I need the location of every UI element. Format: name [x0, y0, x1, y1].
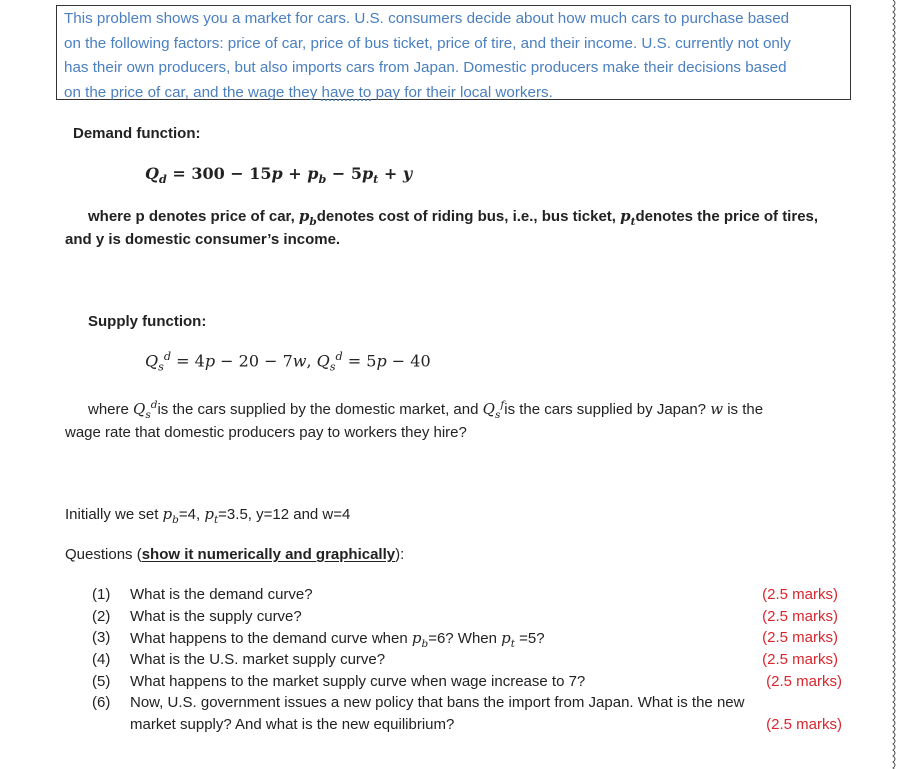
- intro-line-1: This problem shows you a market for cars. U.S. consumers decide about how much cars to purchase based: [64, 10, 790, 27]
- demand-heading: Demand function:: [73, 125, 201, 142]
- supply-equation: $Q_s^d = 4p - 20 - 7w$, $Q_s^d = 5p - 40$: [145, 350, 431, 374]
- spell-check-underline: have to: [321, 83, 372, 101]
- question-item-continuation: market supply? And what is the new equilibrium? (2.5 marks): [130, 716, 842, 733]
- marks-label: (2.5 marks): [762, 608, 838, 625]
- initial-values: Initially we set $p_b=4$, $p_t=3.5$, y=12 and w=4: [65, 505, 351, 526]
- questions-heading: Questions (show it numerically and graphically):: [65, 546, 405, 563]
- demand-description-line-1: where p denotes price of car, $p_bdenotes$ cost of riding bus, i.e., bus ticket, $p_tdenotes$ the price of tires,: [88, 207, 819, 228]
- question-item: (5) What happens to the market supply curve when wage increase to 7? (2.5 marks): [92, 673, 842, 690]
- question-item: (1) What is the demand curve? (2.5 marks): [92, 586, 838, 603]
- marks-label: (2.5 marks): [766, 673, 842, 690]
- marks-label: (2.5 marks): [762, 629, 838, 646]
- supply-description-line-1: where $Q_s^dis$ the cars supplied by the domestic market, and $Q_s^fis$ the cars supplied by Japan? w is the: [88, 399, 764, 421]
- intro-box: [56, 5, 851, 100]
- question-item: (4) What is the U.S. market supply curve? (2.5 marks): [92, 651, 838, 668]
- demand-equation: $Q_d = 300 - 15p + p_b - 5p_t + y$: [145, 164, 413, 187]
- intro-line-4: on the price of car, and the wage they have to pay for their local workers.: [64, 83, 553, 101]
- intro-line-3: has their own producers, but also imports cars from Japan. Domestic producers make their decisions based: [64, 59, 787, 77]
- question-item: (2) What is the supply curve? (2.5 marks): [92, 608, 838, 625]
- marks-label: (2.5 marks): [762, 651, 838, 668]
- page-edge-decoration: [885, 0, 899, 769]
- intro-line-2: on the following factors: price of car, price of bus ticket, price of tire, and their income. U.S. currently not only: [64, 34, 791, 52]
- question-item: (3) What happens to the demand curve when $p_b=6$? When $p_t =5$? (2.5 marks): [92, 629, 838, 650]
- marks-label: (2.5 marks): [766, 716, 842, 733]
- supply-description-line-2: wage rate that domestic producers pay to workers they hire?: [65, 424, 467, 441]
- demand-description-line-2: and y is domestic consumer’s income.: [65, 231, 341, 248]
- marks-label: (2.5 marks): [762, 586, 838, 603]
- question-item: (6) Now, U.S. government issues a new policy that bans the import from Japan. What is the new: [92, 694, 745, 711]
- supply-heading: Supply function:: [88, 313, 207, 330]
